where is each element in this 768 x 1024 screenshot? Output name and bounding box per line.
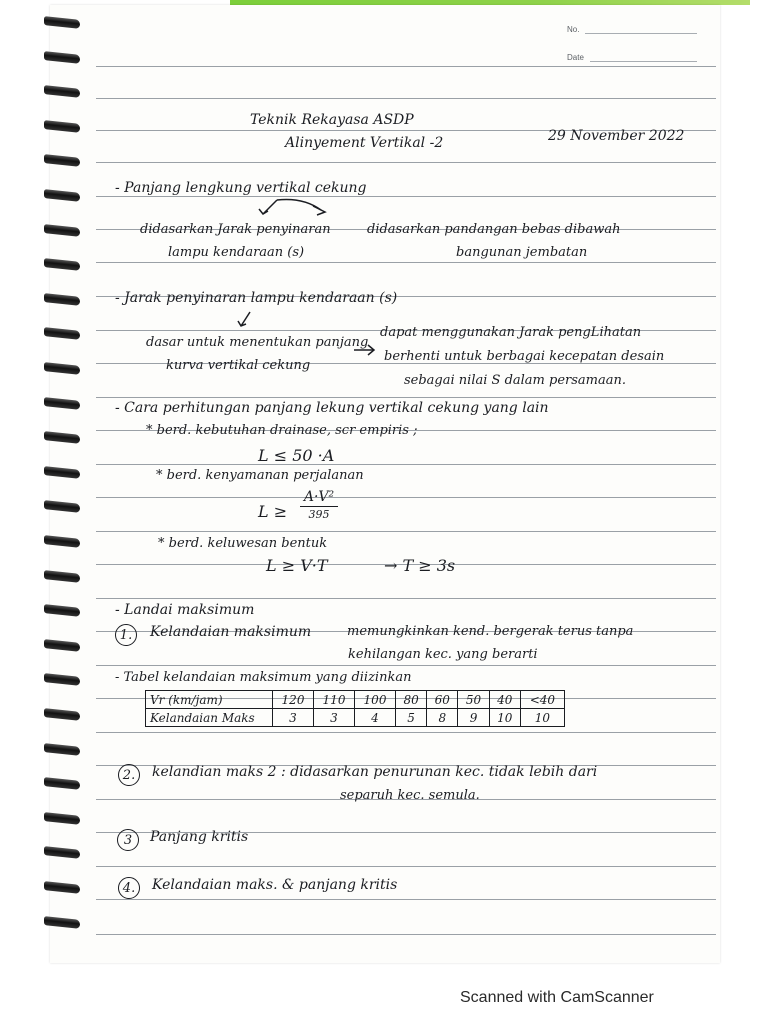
table-cell: 100: [355, 691, 396, 709]
ruled-line: [96, 464, 716, 465]
section4-heading: - Landai maksimum: [115, 602, 255, 618]
ruled-line: [96, 732, 716, 733]
date-label: Date: [567, 53, 584, 62]
item1-desc-line1: memungkinkan kend. bergerak terus tanpa: [347, 624, 634, 639]
scanner-watermark: Scanned with CamScanner: [460, 989, 654, 1006]
section2-right-line3: sebagai nilai S dalam persamaan.: [404, 373, 626, 388]
table-cell: 80: [396, 691, 427, 709]
section2-left-line2: kurva vertikal cekung: [166, 358, 311, 373]
title-line-2: Alinyement Vertikal -2: [285, 135, 444, 151]
table-cell: 110: [314, 691, 355, 709]
section1-heading: - Panjang lengkung vertikal cekung: [115, 180, 367, 196]
table-cell: 10: [520, 709, 564, 727]
table-cell: 10: [489, 709, 520, 727]
table-cell: 4: [355, 709, 396, 727]
ruled-line: [96, 397, 716, 398]
table-cell: 9: [458, 709, 489, 727]
table-cell: 120: [273, 691, 314, 709]
item1-label: Kelandaian maksimum: [150, 624, 312, 640]
formula-2-denominator: 395: [308, 508, 330, 522]
table-cell: 5: [396, 709, 427, 727]
item1-desc-line2: kehilangan kec. yang berarti: [348, 647, 538, 662]
ruled-line: [96, 497, 716, 498]
formula-2-numerator: A·V²: [303, 489, 335, 505]
section1-left-line1: didasarkan Jarak penyinaran: [140, 222, 331, 237]
ruled-line: [96, 665, 716, 666]
section2-right-line1: dapat menggunakan Jarak pengLihatan: [380, 325, 642, 340]
formula-2-lhs: L ≥: [258, 502, 288, 521]
item-number-3: 3: [117, 829, 139, 851]
no-underline: [585, 33, 697, 34]
down-arrow-icon: [236, 310, 256, 332]
table-cell: 40: [489, 691, 520, 709]
section3-item1: * berd. kebutuhan drainase, scr empiris ;: [146, 423, 418, 438]
table-cell: 3: [314, 709, 355, 727]
ruled-line: [96, 899, 716, 900]
section2-right-line2: berhenti untuk berbagai kecepatan desain: [384, 349, 665, 364]
ruled-line: [96, 262, 716, 263]
item-number-2: 2.: [118, 764, 140, 786]
fraction-bar: [300, 506, 338, 507]
formula-3: L ≥ V·T: [266, 556, 328, 575]
section1-left-line2: lampu kendaraan (s): [168, 245, 305, 260]
section2-left-line1: dasar untuk menentukan panjang: [146, 335, 369, 350]
kelandaian-table: [145, 690, 565, 727]
table-cell: 8: [427, 709, 458, 727]
item4-label: Kelandaian maks. & panjang kritis: [152, 877, 398, 893]
table-cell: 50: [458, 691, 489, 709]
table-row-header: Vr (km/jam): [146, 691, 273, 709]
title-line-1: Teknik Rekayasa ASDP: [250, 112, 414, 128]
item2-line2: separuh kec. semula.: [340, 788, 480, 803]
table-row-header: Kelandaian Maks: [146, 709, 273, 727]
section3-heading: - Cara perhitungan panjang lekung vertikal cekung yang lain: [115, 400, 549, 416]
ruled-line: [96, 162, 716, 163]
no-label: No.: [567, 25, 580, 34]
ruled-line: [96, 98, 716, 99]
item-number-4: 4.: [118, 877, 140, 899]
ruled-line: [96, 66, 716, 67]
table-cell: 3: [273, 709, 314, 727]
ruled-line: [96, 196, 716, 197]
table-row: [146, 691, 565, 709]
section2-heading: - Jarak penyinaran lampu kendaraan (s): [115, 290, 398, 306]
ruled-line: [96, 866, 716, 867]
item-number-1: 1.: [115, 624, 137, 646]
formula-1: L ≤ 50 ·A: [258, 446, 335, 465]
section1-right-line2: bangunan jembatan: [456, 245, 588, 260]
section1-right-line1: didasarkan pandangan bebas dibawah: [367, 222, 621, 237]
formula-3-arrow: → T ≥ 3s: [384, 556, 456, 575]
title-date: 29 November 2022: [548, 128, 685, 144]
split-arrow-icon: [255, 196, 335, 220]
ruled-line: [96, 934, 716, 935]
item2-label: kelandian maks 2 : didasarkan penurunan kec. tidak lebih dari: [152, 764, 598, 780]
section3-item2: * berd. kenyamanan perjalanan: [156, 468, 364, 483]
ruled-line: [96, 531, 716, 532]
table-cell: <40: [520, 691, 564, 709]
table-heading: - Tabel kelandaian maksimum yang diizinkan: [115, 670, 412, 685]
date-underline: [590, 61, 697, 62]
right-arrow-icon: [352, 343, 378, 357]
table-row: [146, 709, 565, 727]
item3-label: Panjang kritis: [150, 829, 249, 845]
formula-2-fraction: [300, 490, 338, 521]
section3-item3: * berd. keluwesan bentuk: [158, 536, 328, 551]
ruled-line: [96, 598, 716, 599]
table-cell: 60: [427, 691, 458, 709]
